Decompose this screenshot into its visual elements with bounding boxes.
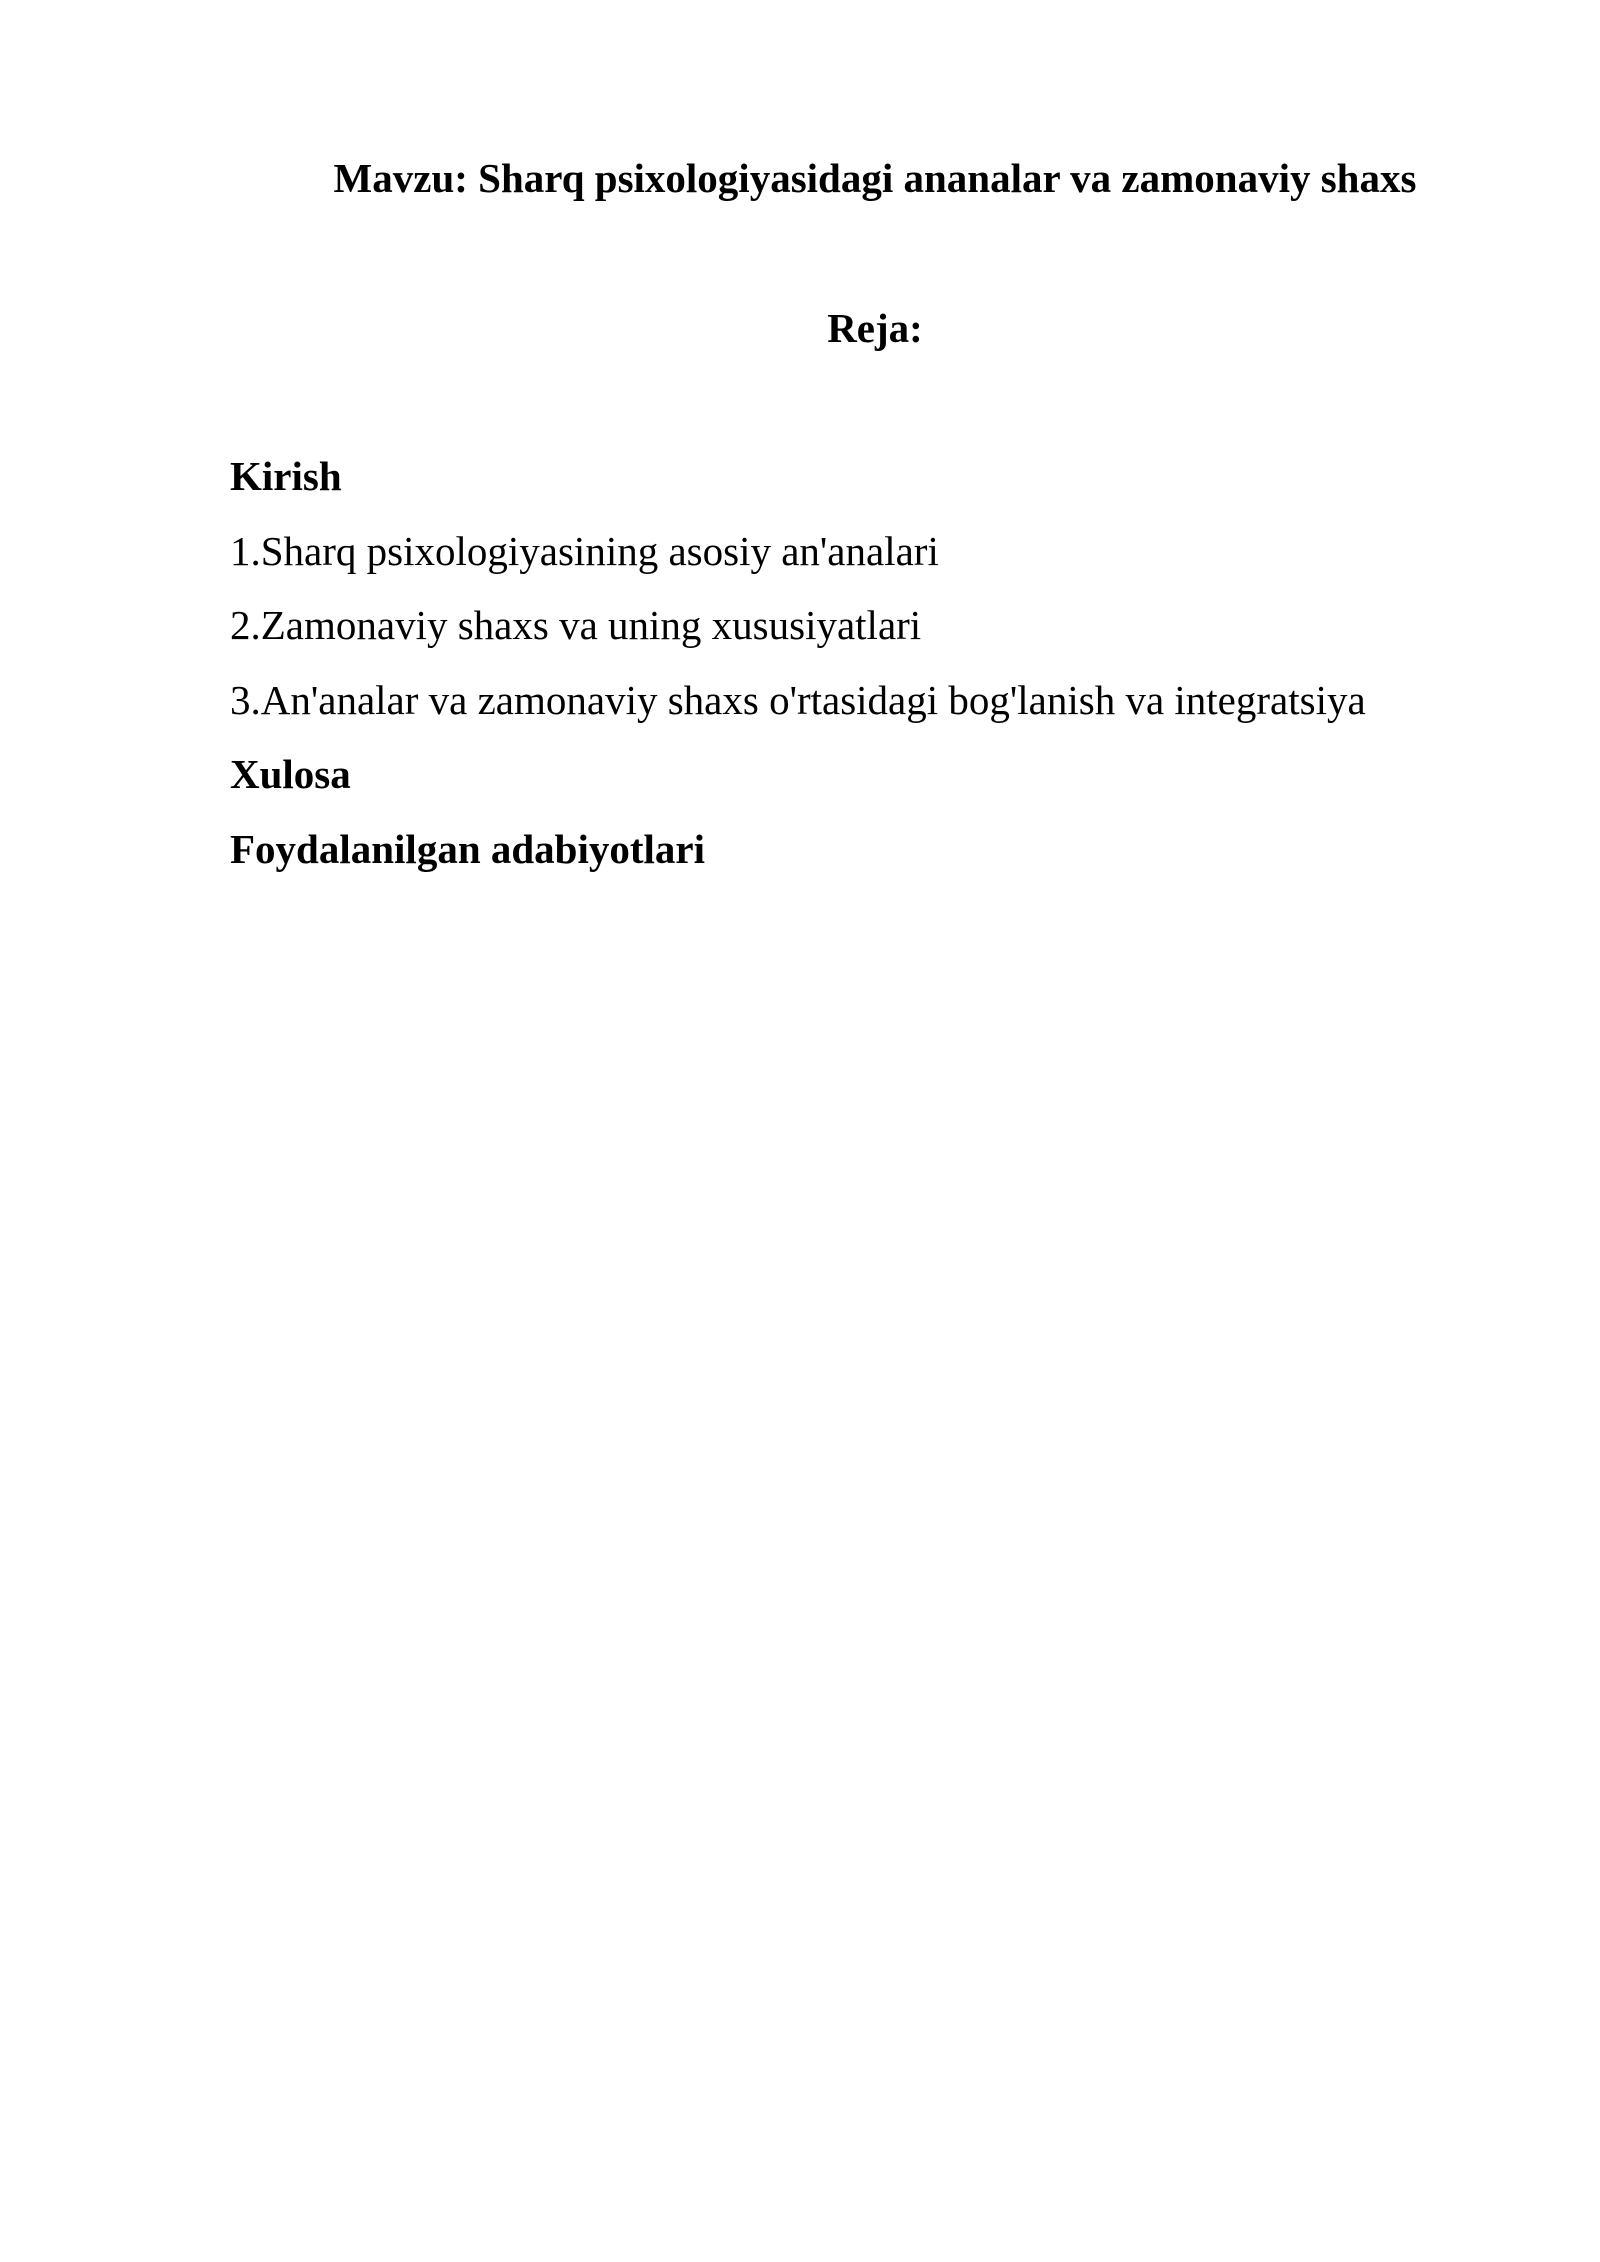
plan-item-introduction: Kirish xyxy=(230,453,342,499)
plan-item-1: 1.Sharq psixologiyasining asosiy an'analari xyxy=(230,527,939,574)
plan-list xyxy=(230,448,1530,895)
plan-item-2: 2.Zamonaviy shaxs va uning xususiyatlari xyxy=(230,602,922,648)
plan-item-references: Foydalanilgan adabiyotlari xyxy=(230,825,706,872)
plan-item-3: 3.An'analar va zamonaviy shaxs o'rtasidagi bog'lanish va integratsiya xyxy=(230,676,1366,723)
plan-heading: Reja: xyxy=(827,305,923,351)
plan-item-conclusion: Xulosa xyxy=(230,751,351,797)
topic-title: Mavzu: Sharq psixologiyasidagi ananalar va zamonaviy shaxs xyxy=(333,155,1417,201)
